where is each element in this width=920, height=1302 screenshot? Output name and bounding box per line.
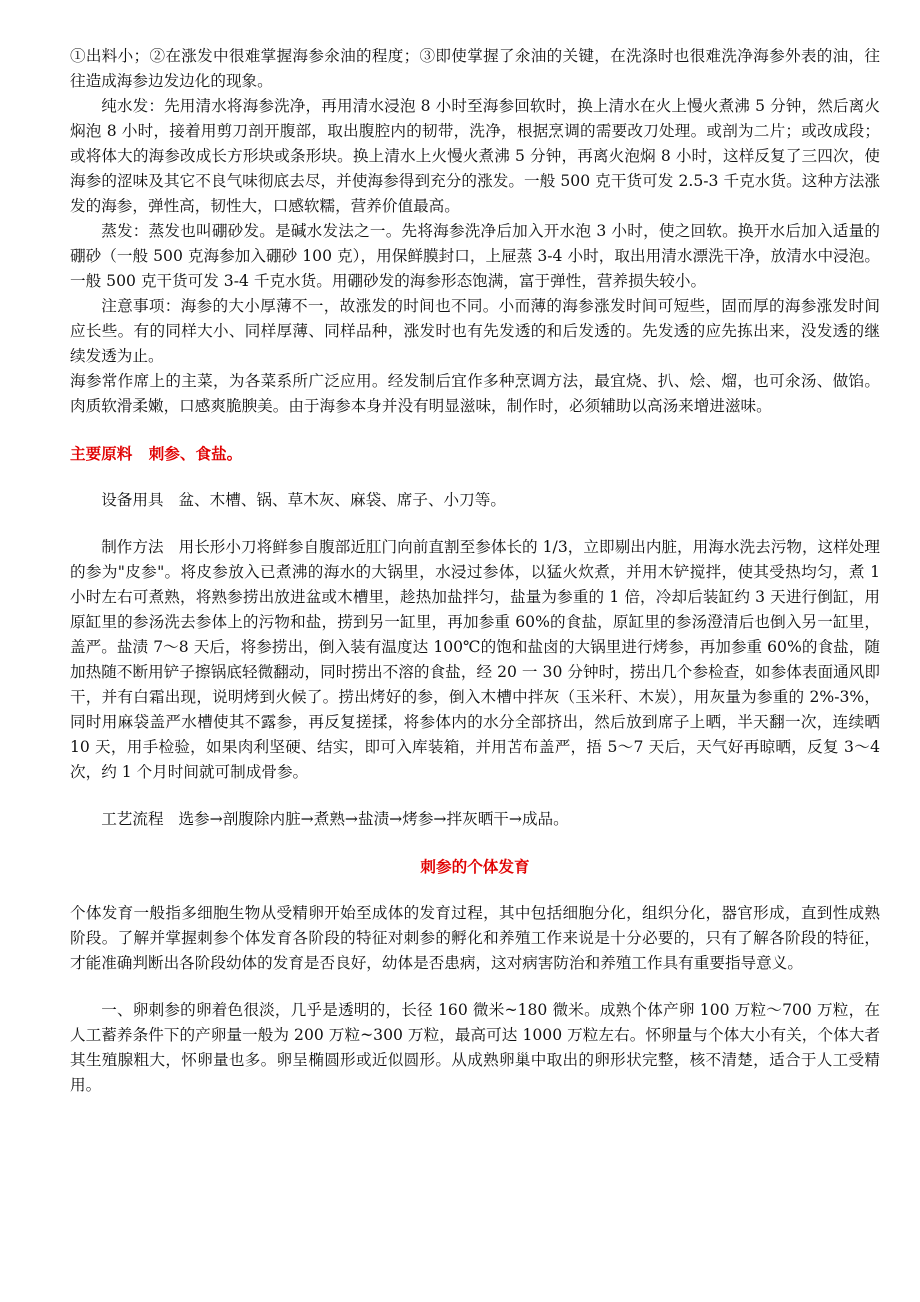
process-text: 选参→剖腹除内脏→煮熟→盐渍→烤参→拌灰晒干→成品。 <box>178 810 569 828</box>
production-label: 制作方法 <box>101 538 164 556</box>
steam-method-label: 蒸发： <box>101 222 149 240</box>
main-ingredients-text: 刺参、食盐。 <box>148 444 243 463</box>
development-intro-paragraph: 个体发育一般指多细胞生物从受精卵开始至成体的发育过程，其中包括细胞分化，组织分化，器官形成，直到性成熟阶段。了解并掌握刺参个体发育各阶段的特征对刺参的孵化和养殖工作来说是十分必要的，只有了解各阶段的特征，才能准确判断出各阶段幼体的发育是否良好，幼体是否患病，这对病害防治和养殖工作具有重要指导意义。 <box>70 904 880 972</box>
process-paragraph <box>70 807 880 832</box>
section-title: 刺参的个体发育 <box>420 857 530 876</box>
equipment-label: 设备用具 <box>101 491 164 509</box>
equipment-text: 盆、木槽、锅、草木灰、麻袋、席子、小刀等。 <box>178 491 506 509</box>
water-method-paragraph <box>70 94 880 219</box>
water-method-label: 纯水发： <box>101 97 165 115</box>
notes-text: 海参的大小厚薄不一，故涨发的时间也不同。小而薄的海参涨发时间可短些，固而厚的海参涨发时间应长些。有的同样大小、同样厚薄、同样品种，涨发时也有先发透的和后发透的。先发透的应先拣出来，没发透的继续发透为止。 <box>70 297 880 365</box>
usage-paragraph: 海参常作席上的主菜，为各菜系所广泛应用。经发制后宜作多种烹调方法，最宜烧、扒、烩、熘，也可氽汤、做馅。肉质软滑柔嫩，口感爽脆腴美。由于海参本身并没有明显滋味，制作时，必须辅助以高汤来增进滋味。 <box>70 372 880 415</box>
notes-paragraph <box>70 294 880 369</box>
process-label: 工艺流程 <box>101 810 164 828</box>
steam-method-text: 蒸发也叫硼砂发。是碱水发法之一。先将海参洗净后加入开水泡 3 小时，使之回软。换开水后加入适量的硼砂（一般 500 克海参加入硼砂 100 克），用保鲜膜封口，上屉蒸 3-4 小时，取出用清水漂洗干净，放清水中浸泡。一般 500 克干货可发 3-4 千克水货。用硼砂发的海参形态饱满，富于弹性，营养损失较小。 <box>70 222 880 290</box>
equipment-paragraph <box>70 488 880 513</box>
egg-paragraph: 一、卵刺参的卵着色很淡，几乎是透明的，长径 160 微米~180 微米。成熟个体产卵 100 万粒～700 万粒，在人工蓄养条件下的产卵量一般为 200 万粒~300 万粒，最高可达 1000 万粒左右。怀卵量与个体大小有关，个体大者其生殖腺粗大，怀卵量也多。卵呈椭圆形或近似圆形。从成熟卵巢中取出的卵形状完整，核不清楚，适合于人工受精用。 <box>70 1001 880 1094</box>
water-method-text: 先用清水将海参洗净，再用清水浸泡 8 小时至海参回软时，换上清水在火上慢火煮沸 5 分钟，然后离火焖泡 8 小时，接着用剪刀剖开腹部，取出腹腔内的韧带，洗净，根据烹调的需要改刀处理。或剖为二片；或改成段；或将体大的海参改成长方形块或条形块。换上清水上火慢火煮沸 5 分钟，再离火泡焖 8 小时，这样反复了三四次，使海参的涩味及其它不良气味彻底去尽，并使海参得到充分的涨发。一般 500 克干货可发 2.5-3 千克水货。这种方法涨发的海参，弹性高，韧性大，口感软糯，营养价值最高。 <box>70 97 880 215</box>
notes-label: 注意事项： <box>101 297 181 315</box>
intro-continuation-paragraph: ①出料小；②在涨发中很难掌握海参氽油的程度；③即使掌握了氽油的关键，在洗涤时也很难洗净海参外表的油，往往造成海参边发边化的现象。 <box>70 47 880 90</box>
document-page <box>70 44 880 1098</box>
steam-method-paragraph <box>70 219 880 294</box>
production-text: 用长形小刀将鲜参自腹部近肛门向前直割至参体长的 1/3，立即剔出内脏，用海水洗去污物，这样处理的参为"皮参"。将皮参放入已煮沸的海水的大锅里，水浸过参体，以猛火炊煮，并用木铲搅拌，使其受热均匀，煮 1 小时左右可煮熟，将熟参捞出放进盆或木槽里，趁热加盐拌匀，盐量为参重的 1 倍，冷却后装缸约 3 天进行倒缸，用原缸里的参汤洗去参体上的污物和盐，捞到另一缸里，再加参重 60%的食盐，原缸里的参汤澄清后也倒入另一缸里，盖严。盐渍 7～8 天后，将参捞出，倒入装有温度达 100℃的饱和盐卤的大锅里进行烤参，再加参重 60%的食盐，随加热随不断用铲子擦锅底轻微翻动，同时捞出不溶的食盐，经 20 一 30 分钟时，捞出几个参检查，如参体表面通风即干，并有白霜出现，说明烤到火候了。捞出烤好的参，倒入木槽中拌灰（玉米秆、木炭），用灰量为参重的 2%-3%，同时用麻袋盖严水槽使其不露参，再反复搓揉，将参体内的水分全部挤出，然后放到席子上晒，半天翻一次，连续晒 10 天，用手检验，如果肉利坚硬、结实，即可入库装箱，并用苫布盖严，捂 5～7 天后，天气好再晾晒，反复 3～4 次，约 1 个月时间就可制成骨参。 <box>70 538 880 781</box>
main-ingredients-label: 主要原料 <box>70 444 133 463</box>
main-ingredients-heading <box>70 441 880 466</box>
production-paragraph <box>70 535 880 785</box>
